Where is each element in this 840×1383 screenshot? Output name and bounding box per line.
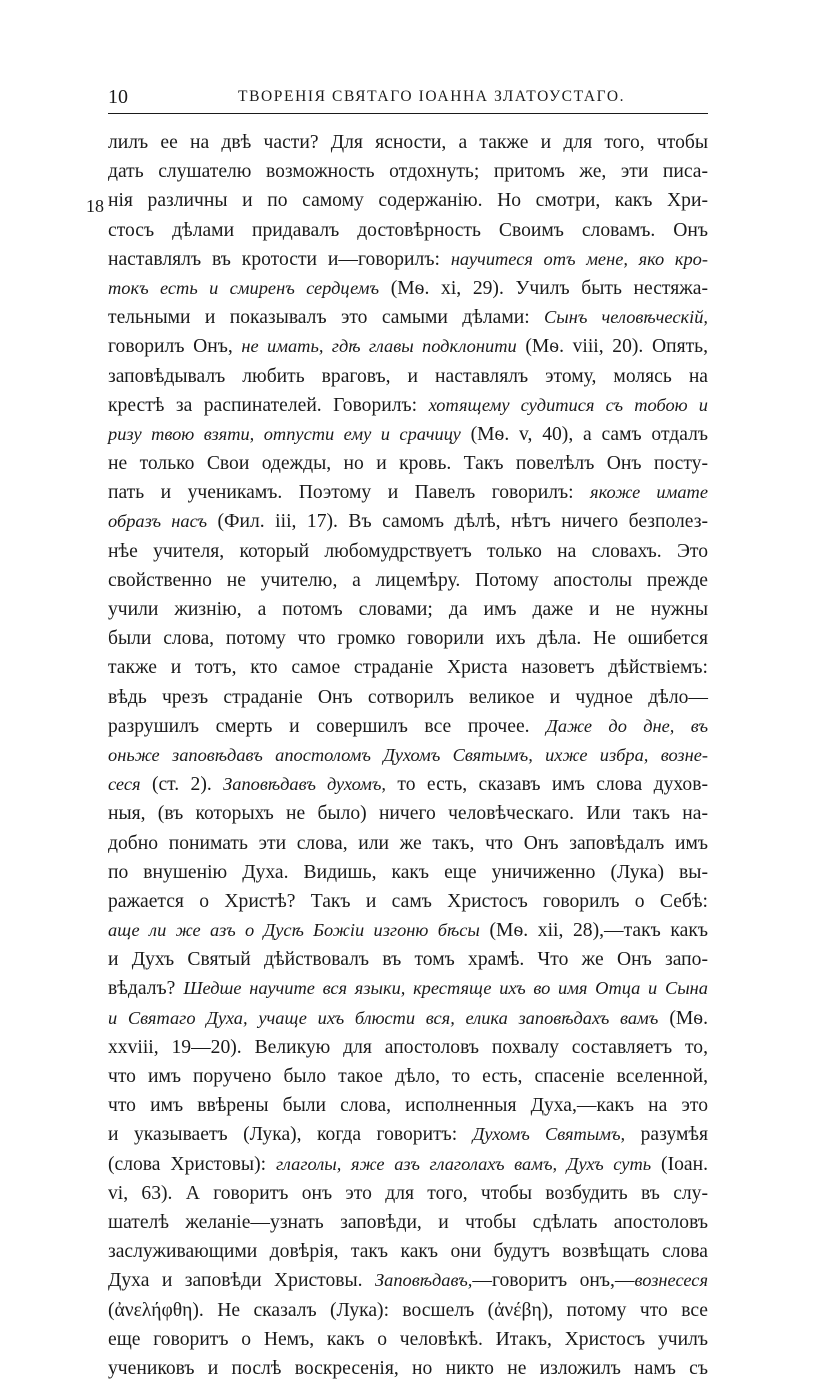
italic-quotation: образъ насъ: [108, 511, 208, 532]
text-segment: не только Свои одежды, но и кровь. Такъ повелѣлъ Онъ посту-: [108, 453, 708, 475]
header-rule: [108, 113, 708, 114]
text-line: [108, 186, 708, 215]
text-segment: Духа и заповѣди Христовы.: [108, 1270, 376, 1292]
text-line: [108, 595, 708, 624]
text-segment: —говоритъ онъ,—: [472, 1270, 635, 1292]
text-segment: говорилъ Онъ,: [108, 336, 242, 358]
text-segment: нія различны и по самому содержанію. Но смотри, какъ Хри-: [108, 190, 708, 212]
text-line: [108, 507, 708, 536]
text-segment: свойственно не учителю, а лицемѣру. Потому апостолы прежде: [108, 569, 708, 591]
text-segment: (Мѳ. xi, 29). Училъ быть нестяжа-: [379, 277, 709, 299]
text-line: [108, 1354, 708, 1383]
page-number: 10: [108, 86, 128, 108]
text-line: [108, 362, 708, 391]
body-text: [108, 128, 708, 1383]
running-title: ТВОРЕНІЯ СВЯТАГО ІОАННА ЗЛАТОУСТАГО.: [238, 88, 626, 105]
text-line: [108, 449, 708, 478]
text-line: [108, 420, 708, 449]
text-line: [108, 332, 708, 361]
text-line: [108, 712, 708, 741]
italic-quotation: токъ есть и смиренъ сердцемъ: [108, 277, 380, 298]
text-line: [108, 216, 708, 245]
text-segment: учили жизнію, а потомъ словами; да имъ даже и не нужны: [108, 599, 708, 620]
text-segment: тельными и показывалъ это самыми дѣлами:: [108, 307, 545, 329]
text-line: [108, 683, 708, 712]
text-segment: добно понимать эти слова, или же такъ, что Онъ заповѣдалъ имъ: [108, 832, 708, 854]
text-segment: (Фил. iii, 17). Въ самомъ дѣлѣ, нѣтъ ничего безполез-: [207, 511, 709, 533]
text-line: [108, 1062, 708, 1091]
text-segment: (слова Христовы):: [108, 1153, 276, 1175]
text-segment: заповѣдывалъ любить враговъ, и наставлялъ этому, молясь на: [108, 365, 708, 387]
text-line: [108, 829, 708, 858]
text-line: [108, 1004, 708, 1033]
italic-quotation: Шедше научите вся языки, крестяще ихъ во имя Отца и Сына: [183, 978, 708, 999]
text-line: [108, 1150, 708, 1179]
text-segment: и Духъ Святый дѣйствовалъ въ томъ храмѣ. Что же Онъ запо-: [108, 949, 708, 971]
text-segment: и указываетъ (Лука), когда говоритъ:: [108, 1124, 473, 1146]
page-header: [108, 86, 708, 110]
text-segment: учениковъ и послѣ воскресенія, но никто не изложилъ намъ съ: [108, 1357, 708, 1379]
text-line: [108, 858, 708, 887]
text-segment: vi, 63). А говоритъ онъ это для того, чтобы возбудить въ слу-: [108, 1182, 708, 1204]
text-line: [108, 945, 708, 974]
text-line: [108, 303, 708, 332]
text-line: [108, 653, 708, 682]
italic-quotation: вознесеся: [634, 1270, 708, 1291]
text-line: [108, 1237, 708, 1266]
italic-quotation: не имать, гдѣ главы подклонити: [241, 336, 517, 357]
text-line: [108, 741, 708, 770]
text-segment: нѣе учителя, который любомудрствуетъ только на словахъ. Это: [108, 540, 708, 562]
text-line: [108, 537, 708, 566]
text-segment: ражается о Христѣ? Такъ и самъ Христосъ говорилъ о Себѣ:: [108, 890, 708, 912]
text-segment: разумѣя: [625, 1124, 708, 1146]
italic-quotation: сеся: [108, 774, 141, 795]
text-segment: еще говоритъ о Немъ, какъ о человѣкѣ. Итакъ, Христосъ училъ: [108, 1328, 708, 1350]
text-segment: то есть, сказавъ имъ слова духов-: [386, 774, 708, 796]
text-segment: (ст. 2).: [140, 774, 224, 796]
text-segment: (Мѳ. viii, 20). Опять,: [516, 336, 709, 358]
text-segment: вѣдалъ?: [108, 978, 184, 1000]
italic-quotation: Заповѣдавъ духомъ,: [223, 774, 387, 795]
text-segment: разрушилъ смерть и совершилъ все прочее.: [108, 715, 547, 737]
text-segment: стосъ дѣлами придавалъ достовѣрность Своимъ словамъ. Онъ: [108, 219, 708, 241]
text-segment: наставлялъ въ кротости и—говорилъ:: [108, 248, 451, 270]
italic-quotation: научитеся отъ мене, яко кро-: [450, 248, 708, 269]
text-segment: крестѣ за распинателей. Говорилъ:: [108, 394, 429, 416]
text-segment: вѣдь чрезъ страданіе Онъ сотворилъ великое и чудное дѣло—: [108, 686, 708, 708]
text-line: [108, 157, 708, 186]
italic-quotation: ризу твою взяти, отпусти ему и срачицу: [108, 423, 461, 444]
text-segment: что имъ поручено было такое дѣло, то есть, спасеніе вселенной,: [108, 1066, 708, 1087]
italic-quotation: аще ли же азъ о Дусѣ Божіи изгоню бѣсы: [108, 920, 480, 941]
italic-quotation: Духомъ Святымъ,: [472, 1124, 626, 1145]
text-line: [108, 478, 708, 507]
text-line: [108, 770, 708, 799]
text-segment: ныя, (въ которыхъ не было) ничего человѣческаго. Или такъ на-: [108, 803, 708, 825]
text-line: [108, 274, 708, 303]
text-segment: (Мѳ. xii, 28),—такъ какъ: [479, 920, 708, 942]
text-line: [108, 974, 708, 1003]
text-line: [108, 566, 708, 595]
text-segment: заслуживающими довѣрія, такъ какъ они будутъ возвѣщать слова: [108, 1241, 708, 1263]
text-segment: пать и ученикамъ. Поэтому и Павелъ говорилъ:: [108, 482, 591, 504]
italic-quotation: глаголы, яже азъ глаголахъ вамъ, Духъ суть: [276, 1153, 652, 1174]
text-segment: (Мѳ. v, 40), а самъ отдалъ: [460, 423, 708, 445]
text-segment: дать слушателю возможность отдохнуть; притомъ же, эти писа-: [108, 161, 708, 183]
text-line: [108, 128, 708, 157]
text-segment: шателѣ желаніе—узнать заповѣди, и чтобы сдѣлать апостоловъ: [108, 1211, 708, 1233]
italic-quotation: оньже заповѣдавъ апостоломъ Духомъ Святымъ, ихже избра, возне-: [108, 744, 708, 765]
italic-quotation: и Святаго Духа, учаще ихъ блюсти вся, елика заповѣдахъ вамъ: [108, 1007, 659, 1028]
text-segment: лилъ ее на двѣ части? Для ясности, а также и для того, чтобы: [108, 132, 708, 153]
italic-quotation: Даже до дне, въ: [546, 715, 708, 736]
text-line: [108, 887, 708, 916]
text-segment: по внушенію Духа. Видишь, какъ еще уничиженно (Лука) вы-: [108, 861, 708, 883]
italic-quotation: Заповѣдавъ,: [375, 1270, 473, 1291]
text-line: [108, 1179, 708, 1208]
text-segment: (Іоан.: [651, 1153, 708, 1175]
text-line: [108, 1033, 708, 1062]
text-segment: xxviii, 19—20). Великую для апостоловъ похвалу составляетъ то,: [108, 1036, 708, 1058]
italic-quotation: Сынъ человѣческій,: [544, 307, 709, 328]
text-segment: (Мѳ.: [658, 1007, 708, 1029]
text-segment: что имъ ввѣрены были слова, исполненныя Духа,—какъ на это: [108, 1095, 708, 1117]
text-segment: также и тотъ, кто самое страданіе Христа назоветъ дѣйствіемъ:: [108, 657, 708, 679]
text-line: [108, 1120, 708, 1149]
italic-quotation: хотящему судитися съ тобою и: [428, 394, 708, 415]
text-line: [108, 624, 708, 653]
italic-quotation: якоже имате: [590, 482, 708, 503]
text-line: [108, 1325, 708, 1354]
text-line: [108, 1266, 708, 1295]
text-line: [108, 391, 708, 420]
text-segment: были слова, потому что громко говорили ихъ дѣла. Не ошибется: [108, 628, 708, 650]
text-line: [108, 1296, 708, 1325]
text-line: [108, 1091, 708, 1120]
text-segment: (ἀνελήφθη). Не сказалъ (Лука): восшелъ (ἀνέβη), потому что все: [108, 1299, 708, 1321]
text-line: [108, 1208, 708, 1237]
text-line: [108, 245, 708, 274]
text-line: [108, 799, 708, 828]
margin-verse-number: 18: [86, 196, 104, 216]
text-line: [108, 916, 708, 945]
